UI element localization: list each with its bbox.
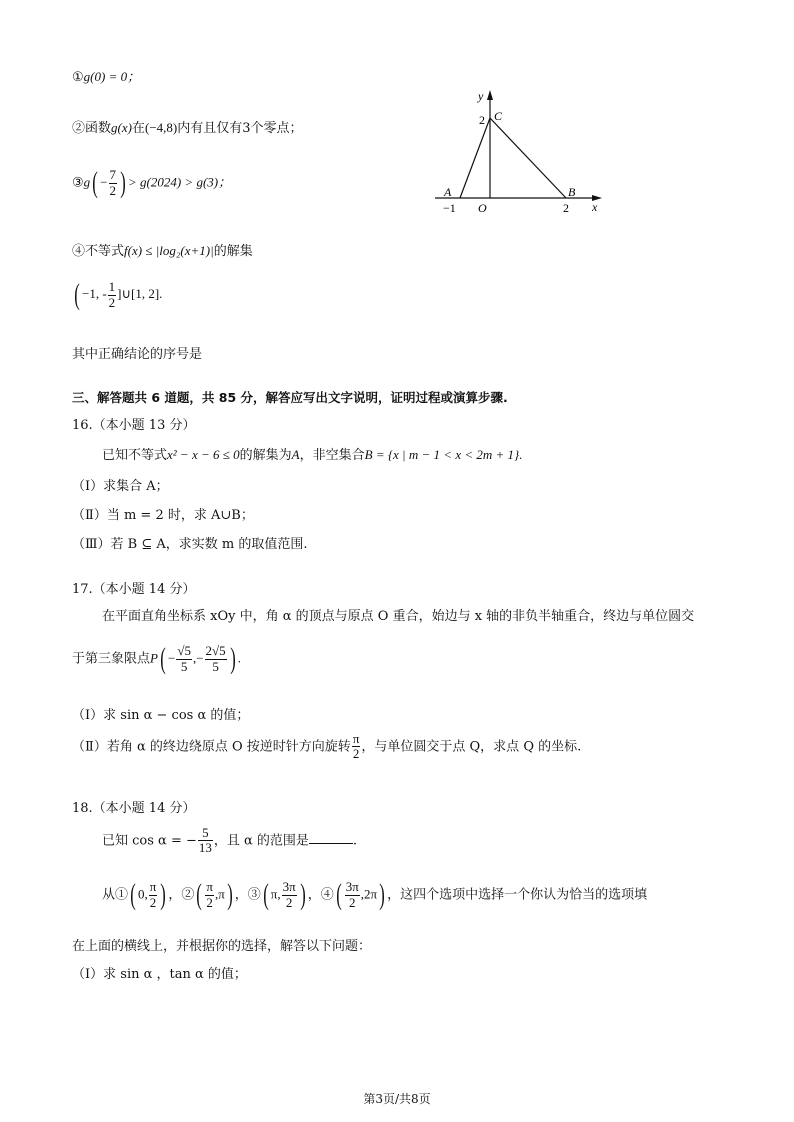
conclusion-4-pre: 不等式 [85, 244, 125, 259]
conclusion-2-func: g(x) [111, 120, 132, 135]
label-a: A [444, 185, 452, 199]
triangle-graph [430, 88, 610, 218]
segment-cb [490, 118, 566, 198]
q16-part-2: （Ⅱ）当 m = 2 时，求 A∪B； [72, 508, 254, 523]
conclusion-4-post: 的解集 [213, 244, 253, 259]
conclusion-1 [72, 66, 140, 85]
label-o: O [478, 201, 487, 215]
conclusion-2-marker: ② [72, 121, 86, 136]
q18-line-3: 在上面的横线上，并根据你的选择，解答以下问题： [72, 939, 372, 954]
q17-part-2: （Ⅱ）若角 α 的终边绕原点 O 按逆时针方向旋转 $\frac{\pi}{2}$ ，与单位圆交于点 Q，求点 Q 的坐标. [72, 731, 582, 762]
conclusion-2 [72, 117, 303, 136]
label-2-y: 2 [479, 113, 485, 127]
q16-stem: 已知不等式x² − x − 6 ≤ 0的解集为A，非空集合B = {x | m − 1 < x < 2m + 1}. [102, 447, 523, 463]
y-axis-arrow-icon [487, 90, 493, 100]
label-y: y [478, 89, 484, 103]
label-x: x [592, 200, 598, 214]
q17-line-1: 在平面直角坐标系 xOy 中，角 α 的顶点与原点 O 重合，始边与 x 轴的非负半轴重合，终边与单位圆交 [102, 609, 695, 624]
q17-part-1: （Ⅰ）求 sin α − cos α 的值； [72, 708, 250, 723]
conclusion-4 [72, 240, 253, 259]
conclusion-1-marker: ① [72, 70, 84, 85]
conclusion-4-expr: f(x) ≤ |log₂(x+1)| [124, 243, 214, 258]
conclusion-3-fraction: $\frac{7}{2}$ [109, 167, 116, 198]
conclusion-3-g: g [83, 174, 91, 190]
q18-given: 已知 cos α = − $\frac{5}{13}$ ，且 α 的范围是 . [102, 825, 358, 856]
q16-part-3: （Ⅲ）若 B ⊆ A，求实数 m 的取值范围. [72, 537, 308, 552]
label-2-x: 2 [563, 201, 569, 215]
label-neg1: −1 [443, 201, 456, 215]
q17-line-2: 于第三象限点P( − $\frac{√5}{5}$ ,− $\frac{2√5}{5}$ ) . [72, 642, 241, 675]
conclusion-2-mid: 在 [131, 121, 145, 136]
conclusion-2-pre: 函数 [85, 121, 112, 136]
conclusion-3: ③g( − $\frac{7}{2}$ ) > g(2024) > g(3)； [72, 166, 232, 199]
answer-blank [309, 843, 353, 844]
label-b: B [568, 185, 576, 199]
q17-heading: 17.（本小题 14 分） [72, 582, 196, 597]
q18-part-1: （Ⅰ）求 sin α ，tan α 的值； [72, 967, 247, 982]
conclusion-4-marker: ④ [72, 244, 86, 259]
conclusion-4-solution-set: ( −1, - $\frac{1}{2}$ ]∪[1, 2]. [74, 278, 163, 311]
segment-ac [460, 118, 490, 198]
page-footer: 第3页/共8页 [363, 1092, 431, 1106]
conclusion-2-post: 内有且仅有3个零点； [177, 121, 303, 136]
conclusion-1-text: g(0) = 0； [83, 69, 141, 84]
q16-part-1: （Ⅰ）求集合 A； [72, 479, 169, 494]
conclusion-3-rest: > g(2024) > g(3)； [128, 174, 232, 190]
label-c: C [494, 109, 503, 123]
q16-heading: 16.（本小题 13 分） [72, 418, 196, 433]
q18-heading: 18.（本小题 14 分） [72, 801, 196, 816]
question-tail: 其中正确结论的序号是 [72, 347, 203, 362]
section-3-heading: 三、解答题共 6 道题，共 85 分，解答应写出文字说明，证明过程或演算步骤. [72, 390, 508, 405]
conclusion-2-interval: (−4,8) [144, 120, 178, 135]
conclusion-3-marker: ③ [72, 175, 84, 191]
q18-options: 从①( 0, $\frac{\pi}{2}$ ) ，②( $\frac{\pi}{2}$ ,π) ，③( π, $\frac{3\pi}{2}$ ) ，④( $\frac{3\pi}{2}$ ,2π) ，这四个选项中选择一个你认为恰当的选项填 [102, 878, 648, 911]
